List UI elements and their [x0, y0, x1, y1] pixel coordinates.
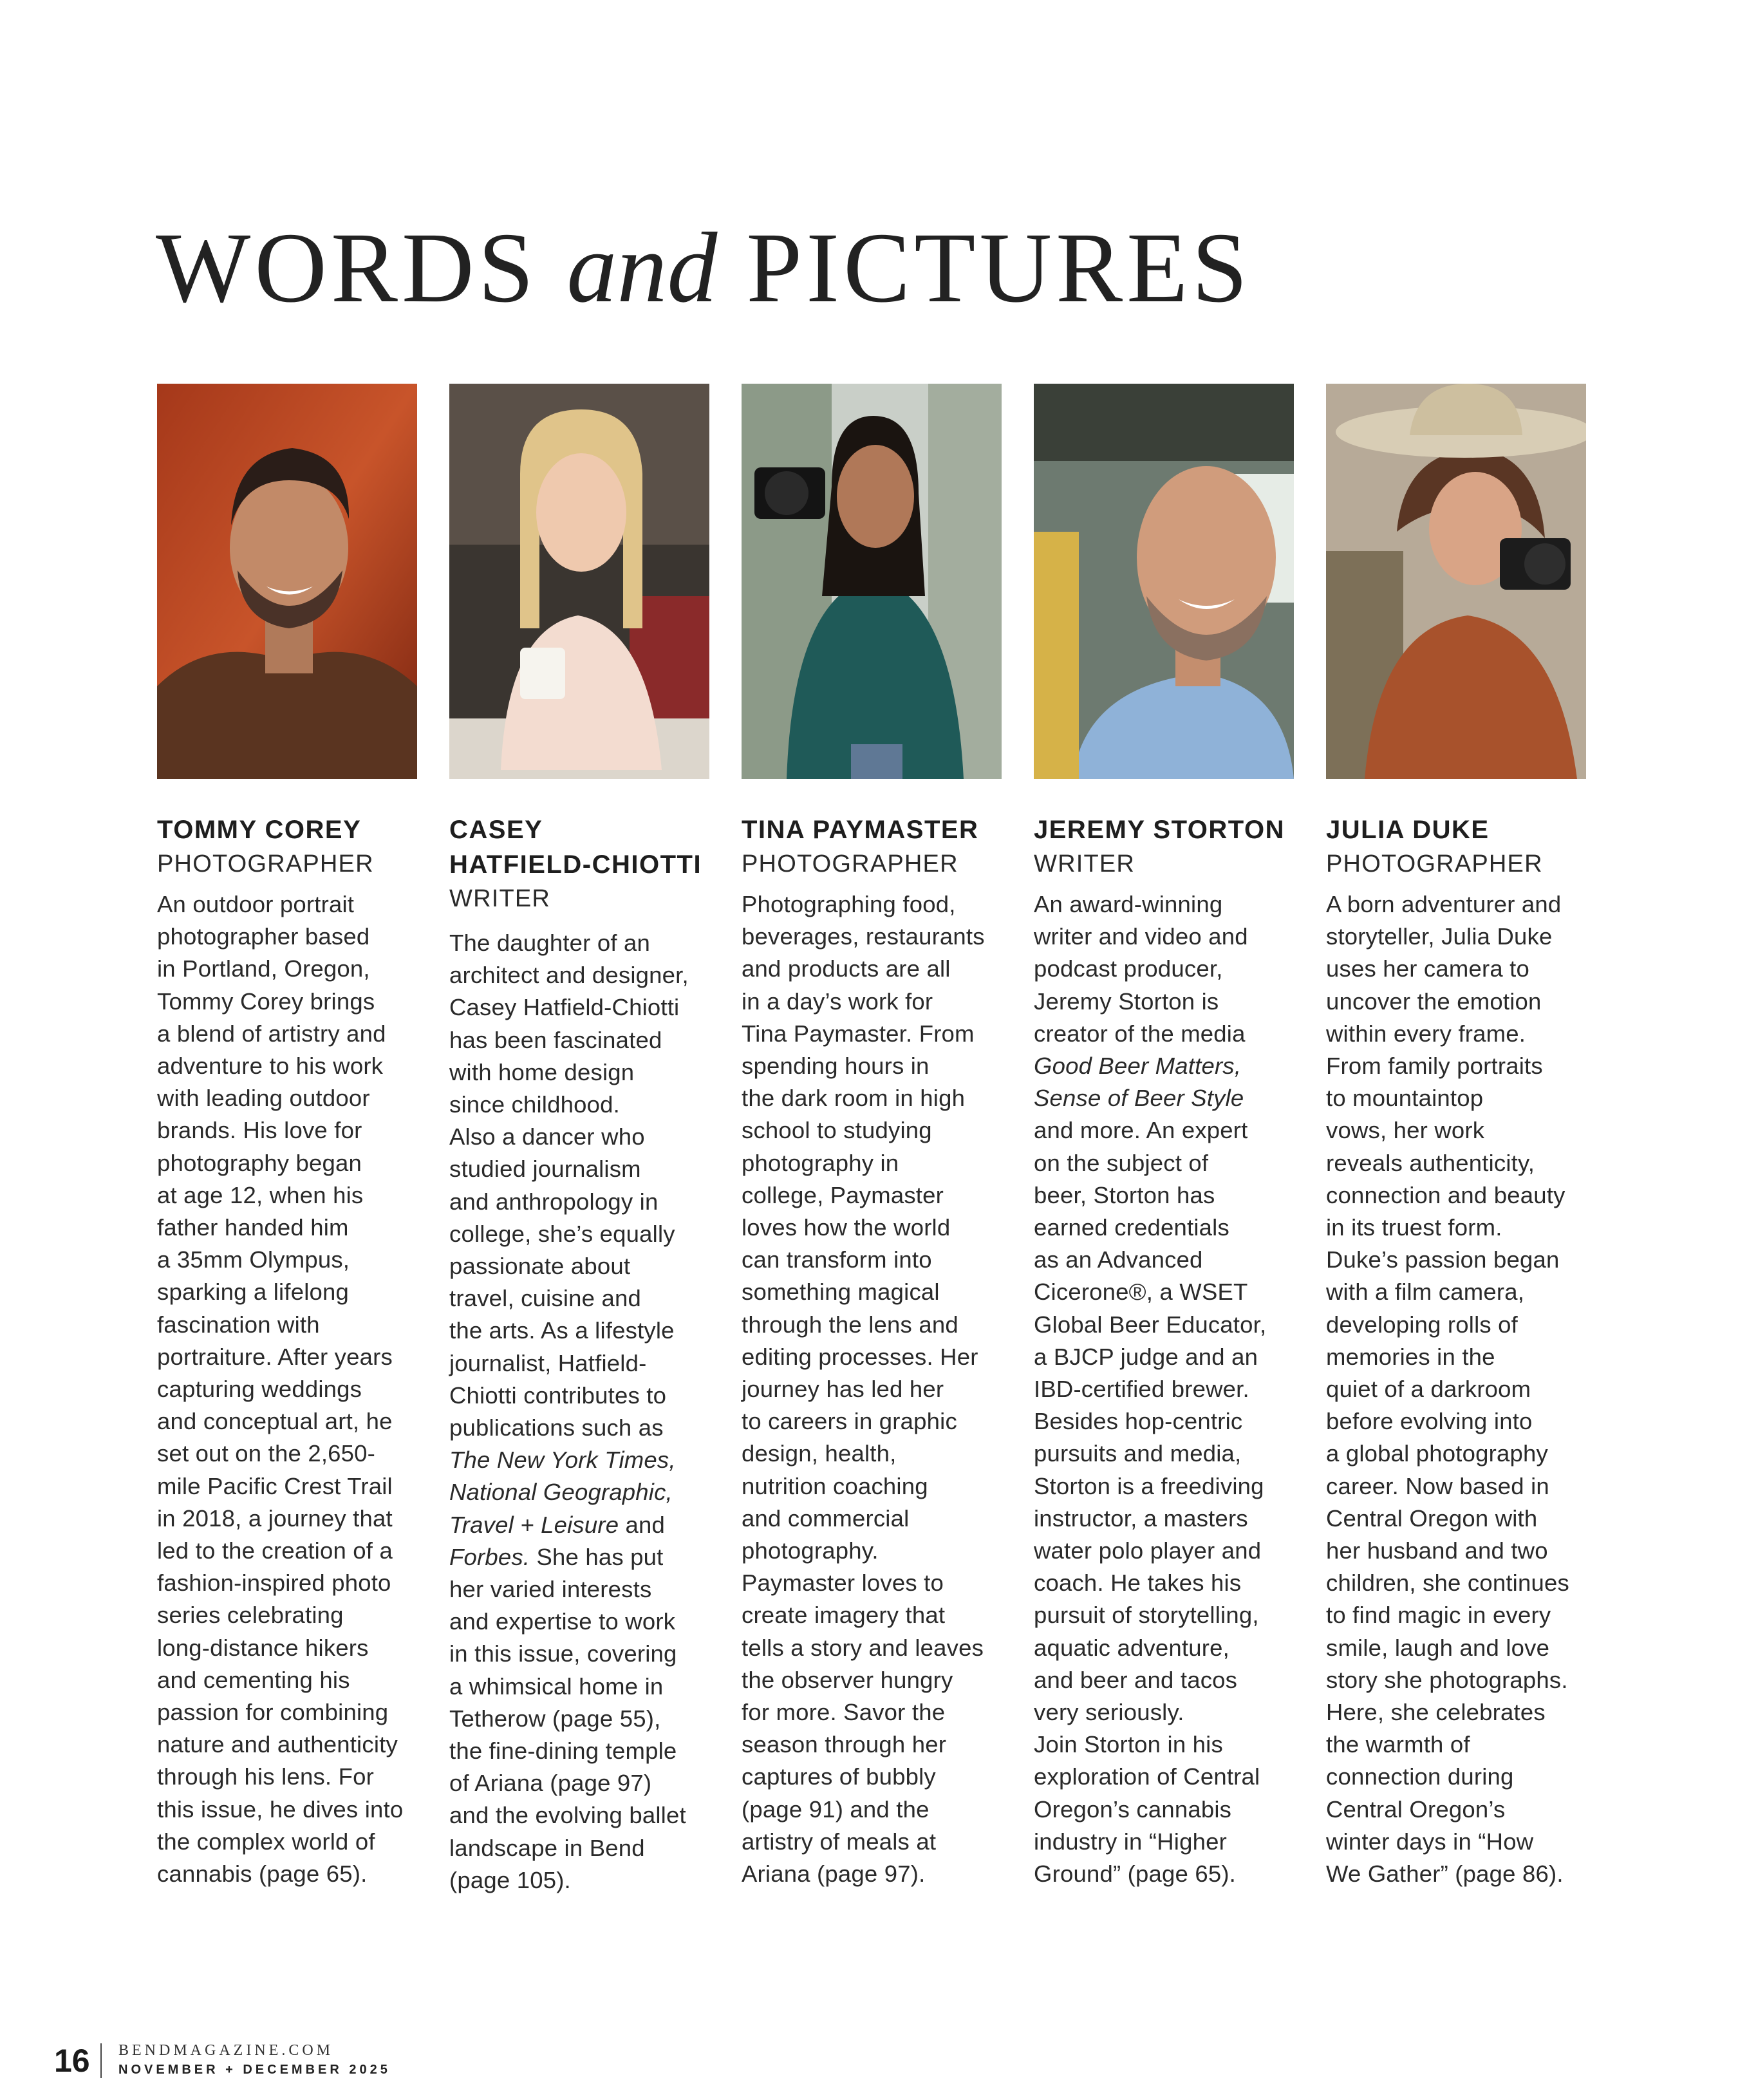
contributor-role: WRITER [449, 885, 551, 912]
portrait-photo [1326, 384, 1586, 779]
publication-nyt: The New York Times, [449, 1447, 676, 1474]
contributor-name: TINA PAYMASTER [742, 816, 979, 844]
footer-site: BENDMAGAZINE.COM [118, 2042, 333, 2059]
media-sense-of-beer-style: Sense of Beer Style [1034, 1085, 1244, 1112]
contributor-role: PHOTOGRAPHER [157, 850, 374, 877]
page-number: 16 [54, 2043, 90, 2079]
contributor-tommy-corey [157, 384, 417, 1890]
contributor-bio: An award-winning writer and video and podcast producer, Jeremy Storton is creator of the media Good Beer Matters, Sense of Beer Style and more. An expert on the subject of beer, Storton has earned credentials as an Advanced Cicerone®, a WSET Global Beer Educator, a BJCP judge and an IBD-certified brewer. Besides hop-centric pursuits and media, Storton is a freediving instructor, a masters water polo player and coach. He takes his pursuit of storytelling, aquatic adventure, and beer and tacos very seriously. Join Storton in his exploration of Central Oregon’s cannabis industry in “Higher Ground” (page 65). [1034, 891, 1267, 1888]
footer-divider [100, 2043, 102, 2078]
contributor-role: PHOTOGRAPHER [1326, 850, 1543, 877]
portrait-photo [1034, 384, 1294, 779]
title-and: and [566, 212, 718, 323]
contributor-role: PHOTOGRAPHER [742, 850, 958, 877]
contributor-bio: An outdoor portrait photographer based in Portland, Oregon, Tommy Corey brings a blend of artistry and adventure to his work with leading outdoor brands. His love for photography began at age 12, when his father handed him a 35mm Olympus, sparking a lifelong fascination with portraiture. After years capturing weddings and conceptual art, he set out on the 2,650- mile Pacific Crest Trail in 2018, a journey that led to the creation of a fashion-inspired photo series celebrating long-distance hikers and cementing his passion for combining nature and authenticity through his lens. For this issue, he dives into the complex world of cannabis (page 65). [157, 891, 404, 1888]
title-pictures: PICTURES [746, 212, 1252, 323]
footer-issue: NOVEMBER + DECEMBER 2025 [118, 2063, 391, 2077]
publication-forbes: Forbes. [449, 1543, 530, 1570]
publication-travel-leisure: Travel + Leisure [449, 1511, 619, 1538]
contributor-jeremy-storton [1034, 384, 1294, 1890]
portrait-photo [449, 384, 709, 779]
publication-natgeo: National Geographic, [449, 1479, 673, 1506]
contributor-role: WRITER [1034, 850, 1135, 877]
contributor-bio: The daughter of an architect and designer, Casey Hatfield-Chiotti has been fascinated with home design since childhood. Also a dancer who studied journalism and anthropology in college, she’s equally passionate about travel, cuisine and the arts. As a lifestyle journalist, Hatfield- Chiotti contributes to publications such as The New York Times, National Geographic, Travel + Leisure and Forbes. She has put her varied interests and expertise to work in this issue, covering a whimsical home in Tetherow (page 55), the fine-dining temple of Ariana (page 97) and the evolving ballet landscape in Bend (page 105). [449, 930, 689, 1893]
contributor-casey-hatfield-chiotti [449, 384, 709, 1897]
page-title [156, 212, 1252, 323]
title-words: WORDS [156, 212, 538, 323]
contributor-bio: Photographing food, beverages, restaurants and products are all in a day’s work for Tina Paymaster. From spending hours in the dark room in high school to studying photography in college, Paymaster loves how the world can transform into something magical through the lens and editing processes. Her journey has led her to careers in graphic design, health, nutrition coaching and commercial photography. Paymaster loves to create imagery that tells a story and leaves the observer hungry for more. Savor the season through her captures of bubbly (page 91) and the artistry of meals at Ariana (page 97). [742, 891, 985, 1888]
contributor-name: TOMMY COREY [157, 816, 362, 844]
contributor-tina-paymaster [742, 384, 1002, 1890]
contributor-bio: A born adventurer and storyteller, Julia Duke uses her camera to uncover the emotion within every frame. From family portraits to mountaintop vows, her work reveals authenticity, connection and beauty in its truest form. Duke’s passion began with a film camera, developing rolls of memories in the quiet of a darkroom before evolving into a global photography career. Now based in Central Oregon with her husband and two children, she continues to find magic in every smile, laugh and love story she photographs. Here, she celebrates the warmth of connection during Central Oregon’s winter days in “How We Gather” (page 86). [1326, 891, 1569, 1888]
media-good-beer-matters: Good Beer Matters, [1034, 1053, 1242, 1080]
contributor-name: JEREMY STORTON [1034, 816, 1285, 844]
portrait-photo [742, 384, 1002, 779]
contributor-name: CASEY HATFIELD-CHIOTTI [449, 816, 702, 879]
contributor-name: JULIA DUKE [1326, 816, 1490, 844]
contributor-julia-duke [1326, 384, 1586, 1890]
portrait-photo [157, 384, 417, 779]
